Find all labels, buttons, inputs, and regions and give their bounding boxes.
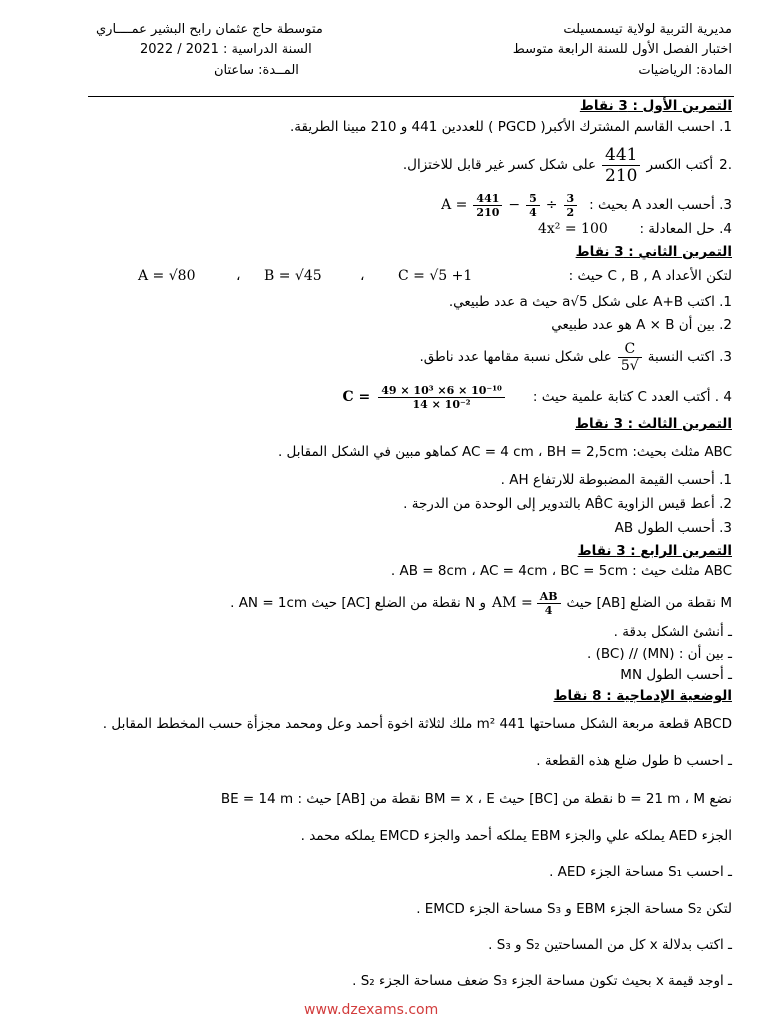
ex2-q4	[342, 380, 732, 414]
ex4-intro: ABC مثلث حيث : AB = 8cm ، AC = 4cm ، BC = 5cm .	[390, 563, 732, 579]
header-directorate: مديرية التربية لولاية تيسمسيلت	[563, 22, 732, 37]
ex1-q3-frac1-den: 210	[476, 205, 500, 219]
ex1-q3-lhs: A =	[441, 197, 468, 213]
ex2-intro: لتكن الأعداد C , B , A حيث :	[568, 268, 732, 284]
ex3-title: التمرين الثالث : 3 نقاط	[575, 416, 732, 432]
ex3-q2: 2. أعط قيس الزاوية AB̂C بالتدوير إلى الوحدة من الدرجة .	[403, 496, 732, 512]
ex2-expr-b: B = √45	[264, 268, 322, 284]
ex1-q2-denominator: 210	[605, 165, 638, 186]
ex1-q3-frac3-num: 3	[564, 192, 578, 206]
ex1-q3	[441, 189, 732, 221]
integ-title: الوضعية الإدماجية : 8 نقاط	[553, 688, 732, 704]
ex2-q3-numerator: C	[618, 341, 642, 358]
ex1-q4-equation: 4x² = 100	[538, 221, 608, 237]
ex1-q3-frac1-num: 441	[473, 192, 502, 206]
ex3-intro: ABC مثلث بحيث: AC = 4 cm ، BH = 2,5cm كماهو مبين في الشكل المقابل .	[277, 444, 732, 460]
ex1-title: التمرين الأول : 3 نقاط	[579, 98, 732, 114]
ex2-q4-numerator: 49 × 10³ ×6 × 10⁻¹⁰	[378, 384, 505, 398]
ex2-q3-tail: على شكل نسبة مقامها عدد ناطق.	[419, 349, 612, 365]
ex4-am-numerator: AB	[537, 590, 561, 604]
ex1-q3-frac3-den: 2	[566, 205, 575, 219]
ex1-q3-frac3	[564, 192, 578, 219]
integ-given: نضع b = 21 m ، M نقطة من [BC] حيث BM = x ، E نقطة من [AB] حيث : BE = 14 m	[220, 791, 732, 807]
ex1-q2-number: .2	[719, 157, 732, 173]
ex4-m-text: M نقطة من الضلع [AB] حيث	[566, 595, 732, 611]
ex2-expr-c: C = √5 +1	[398, 268, 473, 284]
ex2-q4-denominator: 14 × 10⁻²	[412, 397, 471, 411]
ex4-am-denominator: 4	[544, 603, 553, 617]
ex2-q3-text: 3. اكتب النسبة	[647, 349, 732, 365]
header-year: السنة الدراسية : 2021 / 2022	[140, 42, 312, 57]
ex4-q1: ـ أنشئ الشكل بدقة .	[613, 624, 732, 640]
ex1-q3-frac1	[473, 192, 502, 219]
ex4-q3: ـ أحسب الطول MN	[620, 667, 732, 683]
ex4-n-text: و N نقطة من الضلع [AC] حيث AN = 1cm .	[230, 595, 487, 611]
integ-q2: ـ احسب S₁ مساحة الجزء AED .	[549, 864, 732, 880]
ex1-q2-tail: على شكل كسر غير قابل للاختزال.	[402, 157, 597, 173]
ex4-am-fraction	[537, 590, 561, 617]
ex1-q3-text: 3. أحسب العدد A بحيث :	[589, 197, 732, 213]
ex2-q3-fraction	[618, 341, 642, 374]
ex2-q2: 2. بين أن A × B هو عدد طبيعي	[551, 317, 732, 333]
integ-q3: ـ اكتب بدلالة x كل من المساحتين S₂ و S₃ .	[488, 937, 732, 953]
integ-q1: ـ احسب b طول ضلع هذه القطعة .	[536, 753, 732, 769]
ex2-sep-2: ،	[236, 268, 241, 284]
ex1-q3-op-div: ÷	[545, 197, 558, 213]
ex4-am-lhs: AM =	[492, 595, 533, 611]
ex2-q4-fraction	[378, 384, 505, 411]
ex3-q3: 3. أحسب الطول AB	[614, 520, 732, 536]
ex1-q2	[403, 141, 732, 189]
ex2-title: التمرين الثاني : 3 نقاط	[575, 244, 732, 260]
ex2-q3	[419, 336, 732, 378]
header-school: متوسطة حاج عثمان رابح البشير عمــــاري	[96, 22, 323, 37]
ex2-sep-1: ،	[360, 268, 365, 284]
ex2-expr-a: A = √80	[138, 268, 196, 284]
ex4-q2: ـ بين أن : (MN) // (BC) .	[587, 646, 732, 662]
ex1-q3-op-minus: −	[508, 197, 521, 213]
ex1-q3-frac2-num: 5	[526, 192, 540, 206]
header-subject: المادة: الرياضيات	[638, 63, 732, 78]
ex1-q3-frac2-den: 4	[529, 205, 537, 219]
ex1-q3-frac2	[526, 192, 540, 219]
header-duration: المــدة: ساعتان	[214, 63, 299, 78]
integ-s2s3: لتكن S₂ مساحة الجزء EBM و S₃ مساحة الجزء EMCD .	[416, 901, 732, 917]
header-exam-title: اختبار الفصل الأول للسنة الرابعة متوسط	[512, 42, 732, 57]
ex2-q1: 1. اكتب A+B على شكل a√5 حيث a عدد طبيعي.	[448, 294, 732, 310]
integ-q4: ـ اوجد قيمة x بحيث تكون مساحة الجزء S₃ ضعف مساحة الجزء S₂ .	[352, 973, 732, 989]
header-divider	[88, 96, 734, 97]
integ-parts: الجزء AED يملكه علي والجزء EBM يملكه أحمد والجزء EMCD يملكه محمد .	[300, 828, 732, 844]
ex1-q4: 4. حل المعادلة :	[639, 221, 732, 237]
ex1-q2-numerator: 441	[602, 145, 640, 166]
ex4-title: التمرين الرابع : 3 نقاط	[577, 543, 732, 559]
ex4-points	[230, 583, 732, 623]
ex1-q1: 1. احسب القاسم المشترك الأكبر( PGCD ) للعددين 441 و 210 مبينا الطريقة.	[289, 119, 732, 135]
ex4-am-expression	[492, 590, 560, 617]
footer-url[interactable]: www.dzexams.com	[304, 1002, 439, 1018]
ex3-q1: 1. أحسب القيمة المضبوطة للارتفاع AH .	[500, 472, 732, 488]
ex2-q3-denominator: √5	[620, 357, 639, 374]
ex2-q4-lhs: C =	[342, 389, 371, 405]
ex1-q2-fraction	[602, 145, 640, 186]
ex1-q2-text: أكتب الكسر	[646, 157, 714, 173]
ex2-q4-text: 4 . أكتب العدد C كتابة علمية حيث :	[532, 389, 732, 405]
integ-intro: ABCD قطعة مربعة الشكل مساحتها 441 m² ملك لثلاثة اخوة أحمد وعل ومحمد مجزأة حسب المخطط المقابل .	[102, 716, 732, 732]
